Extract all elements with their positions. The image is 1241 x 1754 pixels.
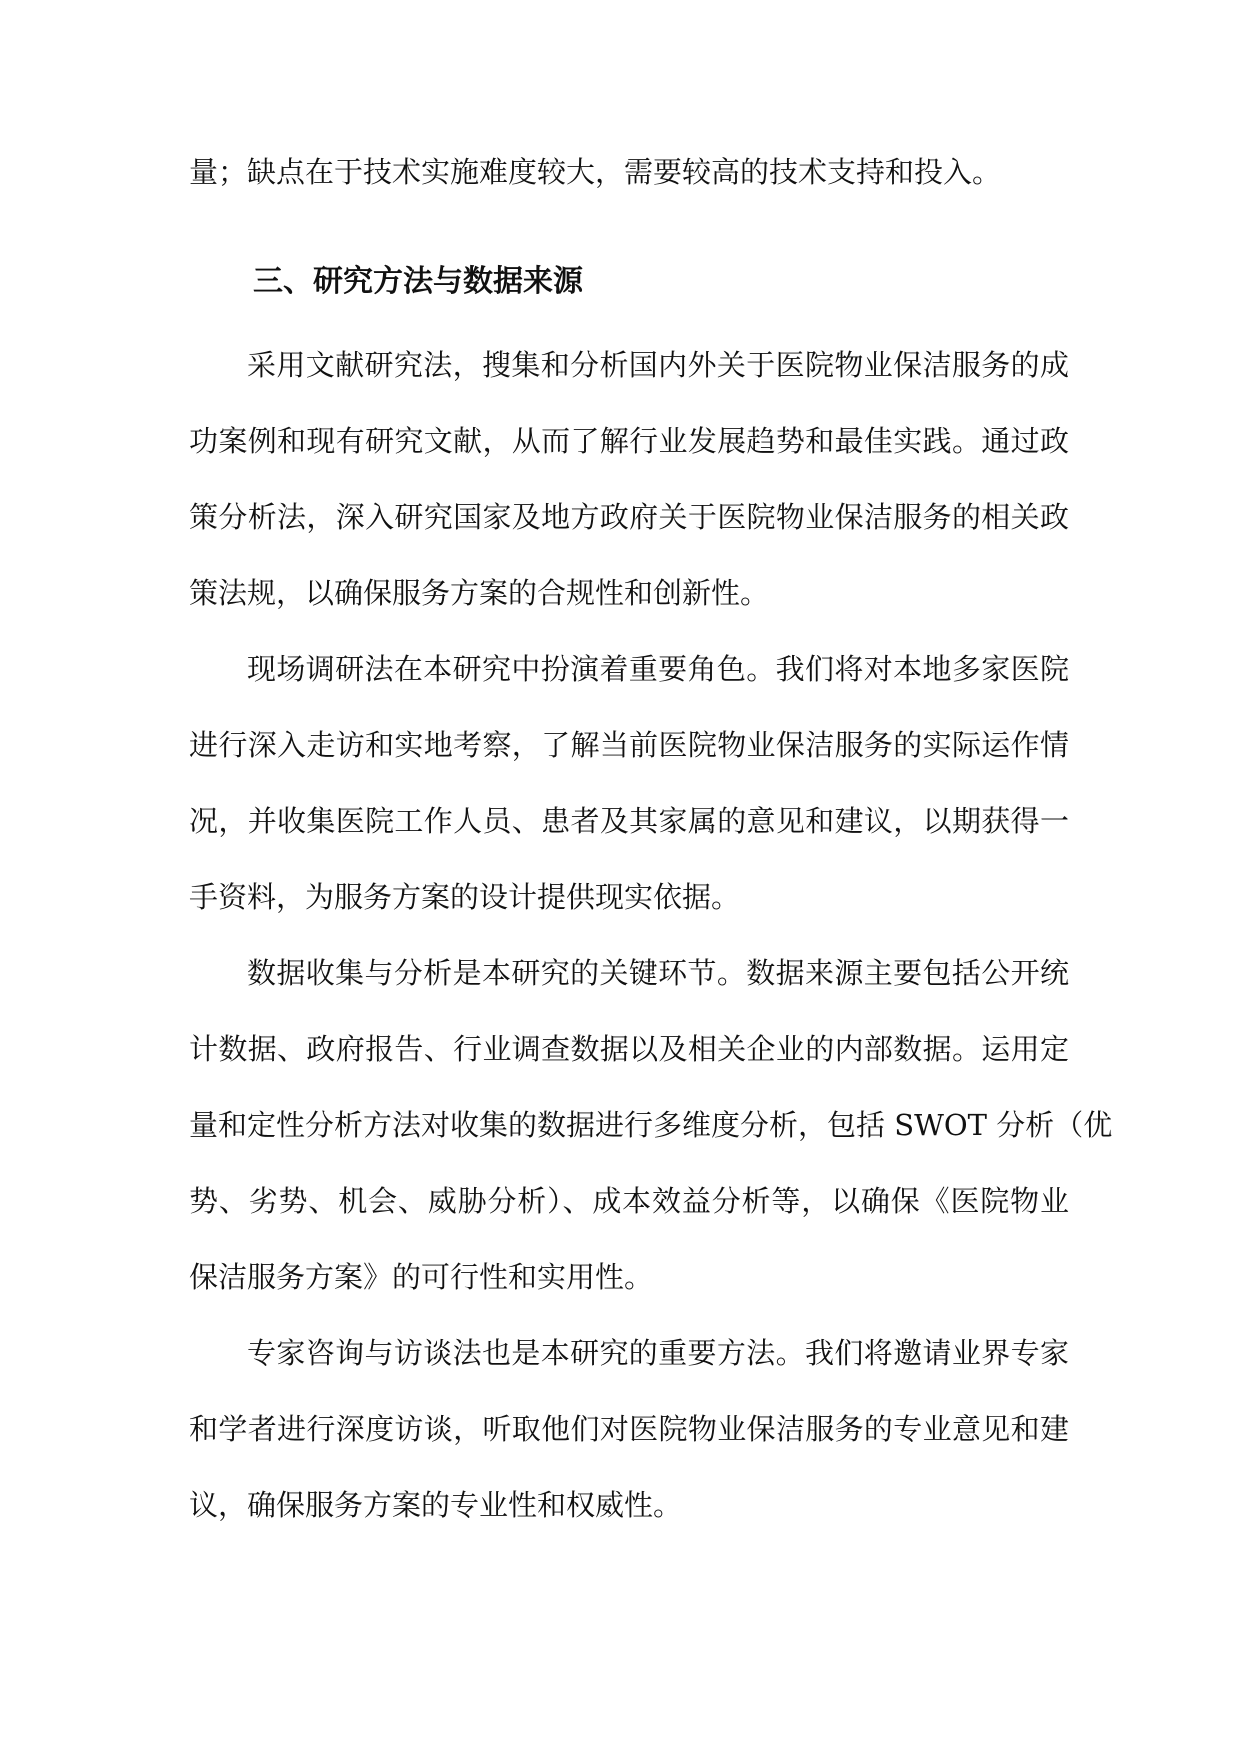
- paragraph-line: 策分析法，深入研究国家及地方政府关于医院物业保洁服务的相关政: [189, 500, 1069, 534]
- paragraph-line: 现场调研法在本研究中扮演着重要角色。我们将对本地多家医院: [247, 652, 1069, 686]
- paragraph-line: 和学者进行深度访谈，听取他们对医院物业保洁服务的专业意见和建: [189, 1412, 1069, 1446]
- paragraph-line: 况，并收集医院工作人员、患者及其家属的意见和建议，以期获得一: [189, 804, 1069, 838]
- paragraph-line: 势、劣势、机会、威胁分析）、成本效益分析等，以确保《医院物业: [189, 1184, 1069, 1218]
- paragraph-line: 策法规，以确保服务方案的合规性和创新性。: [189, 576, 770, 610]
- continuation-line: 量；缺点在于技术实施难度较大，需要较高的技术支持和投入。: [189, 155, 1002, 189]
- paragraph-line: 议，确保服务方案的专业性和权威性。: [189, 1488, 683, 1522]
- section-heading: 三、研究方法与数据来源: [253, 264, 583, 299]
- paragraph-line: 专家咨询与访谈法也是本研究的重要方法。我们将邀请业界专家: [247, 1336, 1069, 1370]
- paragraph-line: 数据收集与分析是本研究的关键环节。数据来源主要包括公开统: [247, 956, 1069, 990]
- paragraph-line: 采用文献研究法，搜集和分析国内外关于医院物业保洁服务的成: [247, 348, 1069, 382]
- paragraph-line: 手资料，为服务方案的设计提供现实依据。: [189, 880, 741, 914]
- paragraph-line: 计数据、政府报告、行业调查数据以及相关企业的内部数据。运用定: [189, 1032, 1069, 1066]
- paragraph-line: 保洁服务方案》的可行性和实用性。: [189, 1260, 654, 1294]
- paragraph-line: 功案例和现有研究文献，从而了解行业发展趋势和最佳实践。通过政: [189, 424, 1069, 458]
- paragraph-line: 进行深入走访和实地考察，了解当前医院物业保洁服务的实际运作情: [189, 728, 1069, 762]
- paragraph-line: 量和定性分析方法对收集的数据进行多维度分析，包括 SWOT 分析（优: [189, 1108, 1113, 1142]
